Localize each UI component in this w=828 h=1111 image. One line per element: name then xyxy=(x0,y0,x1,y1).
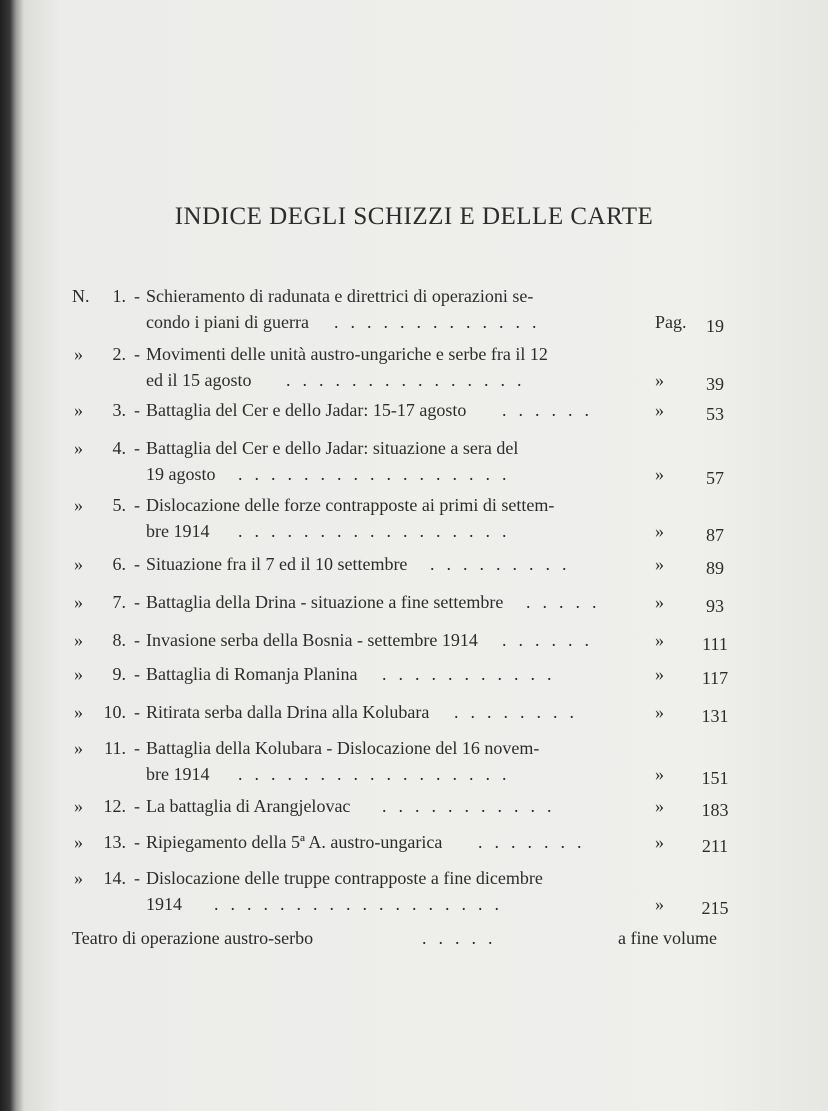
leader-dots: .................. xyxy=(214,894,511,914)
entry-prefix: » xyxy=(74,344,83,364)
entry-page-mark: » xyxy=(655,664,664,684)
entry-page-number: 89 xyxy=(706,558,724,578)
entry-prefix: » xyxy=(74,400,83,420)
entry-title-line1: Movimenti delle unità austro-ungariche e serbe fra il 12 xyxy=(146,344,548,364)
entry-number: 12. xyxy=(103,796,126,816)
entry-title-line2: 1914 xyxy=(146,894,182,914)
entry-title-line1: Ritirata serba dalla Drina alla Kolubara xyxy=(146,702,430,722)
entry-dash: - xyxy=(134,702,140,722)
leader-dots: ...... xyxy=(502,400,601,420)
entry-dash: - xyxy=(134,400,140,420)
entry-dash: - xyxy=(134,832,140,852)
entry-number: 5. xyxy=(112,495,126,515)
entry-number: 3. xyxy=(112,400,126,420)
entry-page-mark: » xyxy=(655,554,664,574)
entry-title-line2: bre 1914 xyxy=(146,764,210,784)
entry-page-number: 57 xyxy=(706,468,724,488)
entry-prefix: » xyxy=(74,702,83,722)
entry-page-mark: » xyxy=(655,702,664,722)
leader-dots: ........... xyxy=(382,796,564,816)
entry-number: 2. xyxy=(112,344,126,364)
leader-dots: ......... xyxy=(430,554,579,574)
entry-prefix: » xyxy=(74,796,83,816)
entry-page-mark: » xyxy=(655,521,664,541)
entry-number: 13. xyxy=(103,832,126,852)
entry-page-number: 19 xyxy=(706,316,724,336)
entry-number: 9. xyxy=(112,664,126,684)
entry-page-mark: » xyxy=(655,592,664,612)
entry-prefix: » xyxy=(74,554,83,574)
entry-dash: - xyxy=(134,344,140,364)
entry-prefix: » xyxy=(74,664,83,684)
entry-page-number: 183 xyxy=(701,800,729,820)
entry-page-number: 39 xyxy=(706,374,724,394)
entry-page-mark: » xyxy=(655,464,664,484)
entry-page-mark: » xyxy=(655,894,664,914)
entry-page-mark: Pag. xyxy=(655,312,687,332)
entry-number: 1. xyxy=(112,286,126,306)
entry-number: 10. xyxy=(103,702,126,722)
entry-prefix: » xyxy=(74,592,83,612)
entry-title-line1: Ripiegamento della 5ª A. austro-ungarica xyxy=(146,832,443,852)
entry-dash: - xyxy=(134,664,140,684)
entry-page-number: 53 xyxy=(706,404,724,424)
entry-title-line1: Battaglia della Kolubara - Dislocazione del 16 novem- xyxy=(146,738,540,758)
entry-prefix: » xyxy=(74,438,83,458)
entry-page-number: 211 xyxy=(701,836,729,856)
leader-dots: ........... xyxy=(382,664,564,684)
entry-title-line1: Battaglia della Drina - situazione a fine settembre xyxy=(146,592,504,612)
entry-page-mark: » xyxy=(655,764,664,784)
entry-dash: - xyxy=(134,438,140,458)
leader-dots: ................. xyxy=(238,764,519,784)
entry-page-mark: » xyxy=(655,400,664,420)
entry-prefix: » xyxy=(74,495,83,515)
entry-page-number: 151 xyxy=(701,768,729,788)
entry-dash: - xyxy=(134,796,140,816)
leader-dots: ............... xyxy=(286,370,534,390)
leader-dots: ............. xyxy=(334,312,549,332)
entry-number: 4. xyxy=(112,438,126,458)
entry-title-line1: Battaglia del Cer e dello Jadar: situazione a sera del xyxy=(146,438,519,458)
leader-dots: ...... xyxy=(502,630,601,650)
entry-prefix: » xyxy=(74,832,83,852)
entry-dash: - xyxy=(134,495,140,515)
entry-dash: - xyxy=(134,592,140,612)
leader-dots: ................. xyxy=(238,521,519,541)
entry-page-mark: » xyxy=(655,796,664,816)
entry-title-line1: Battaglia di Romanja Planina xyxy=(146,664,358,684)
entry-title-line1: Situazione fra il 7 ed il 10 settembre xyxy=(146,554,408,574)
leader-dots: ........ xyxy=(454,702,586,722)
entry-title-line2: condo i piani di guerra xyxy=(146,312,309,332)
leader-dots: ................. xyxy=(238,464,519,484)
entry-number: 11. xyxy=(104,738,126,758)
entry-page-number: 215 xyxy=(701,898,729,918)
page-title: INDICE DEGLI SCHIZZI E DELLE CARTE xyxy=(174,203,654,230)
entry-prefix: » xyxy=(74,738,83,758)
entry-prefix: » xyxy=(74,630,83,650)
entry-title-line1: Battaglia del Cer e dello Jadar: 15-17 agosto xyxy=(146,400,467,420)
entry-dash: - xyxy=(134,630,140,650)
entry-prefix: » xyxy=(74,868,83,888)
entry-title-line1: Dislocazione delle forze contrapposte ai primi di settem- xyxy=(146,495,555,515)
entry-page-mark: » xyxy=(655,370,664,390)
entry-prefix: N. xyxy=(72,286,90,306)
entry-dash: - xyxy=(134,554,140,574)
entry-title-line1: Invasione serba della Bosnia - settembre 1914 xyxy=(146,630,478,650)
leader-dots: ..... xyxy=(422,928,505,948)
entry-number: 7. xyxy=(112,592,126,612)
leader-dots: ..... xyxy=(526,592,609,612)
entry-title-line2: 19 agosto xyxy=(146,464,216,484)
footer-location: a fine volume xyxy=(618,928,717,948)
entry-number: 8. xyxy=(112,630,126,650)
entry-title-line1: Schieramento di radunata e direttrici di operazioni se- xyxy=(146,286,534,306)
entry-page-mark: » xyxy=(655,832,664,852)
entry-dash: - xyxy=(134,738,140,758)
entry-title-line1: La battaglia di Arangjelovac xyxy=(146,796,351,816)
entry-page-number: 131 xyxy=(701,706,729,726)
footer-label: Teatro di operazione austro-serbo xyxy=(72,928,314,948)
entry-title-line1: Dislocazione delle truppe contrapposte a fine dicembre xyxy=(146,868,543,888)
entry-dash: - xyxy=(134,286,140,306)
entry-page-mark: » xyxy=(655,630,664,650)
entry-title-line2: bre 1914 xyxy=(146,521,210,541)
entry-number: 6. xyxy=(112,554,126,574)
leader-dots: ....... xyxy=(478,832,594,852)
entry-title-line2: ed il 15 agosto xyxy=(146,370,252,390)
entry-page-number: 117 xyxy=(701,668,729,688)
entry-page-number: 87 xyxy=(706,525,724,545)
entry-number: 14. xyxy=(103,868,126,888)
entry-dash: - xyxy=(134,868,140,888)
entry-page-number: 111 xyxy=(702,634,728,654)
entry-page-number: 93 xyxy=(706,596,724,616)
